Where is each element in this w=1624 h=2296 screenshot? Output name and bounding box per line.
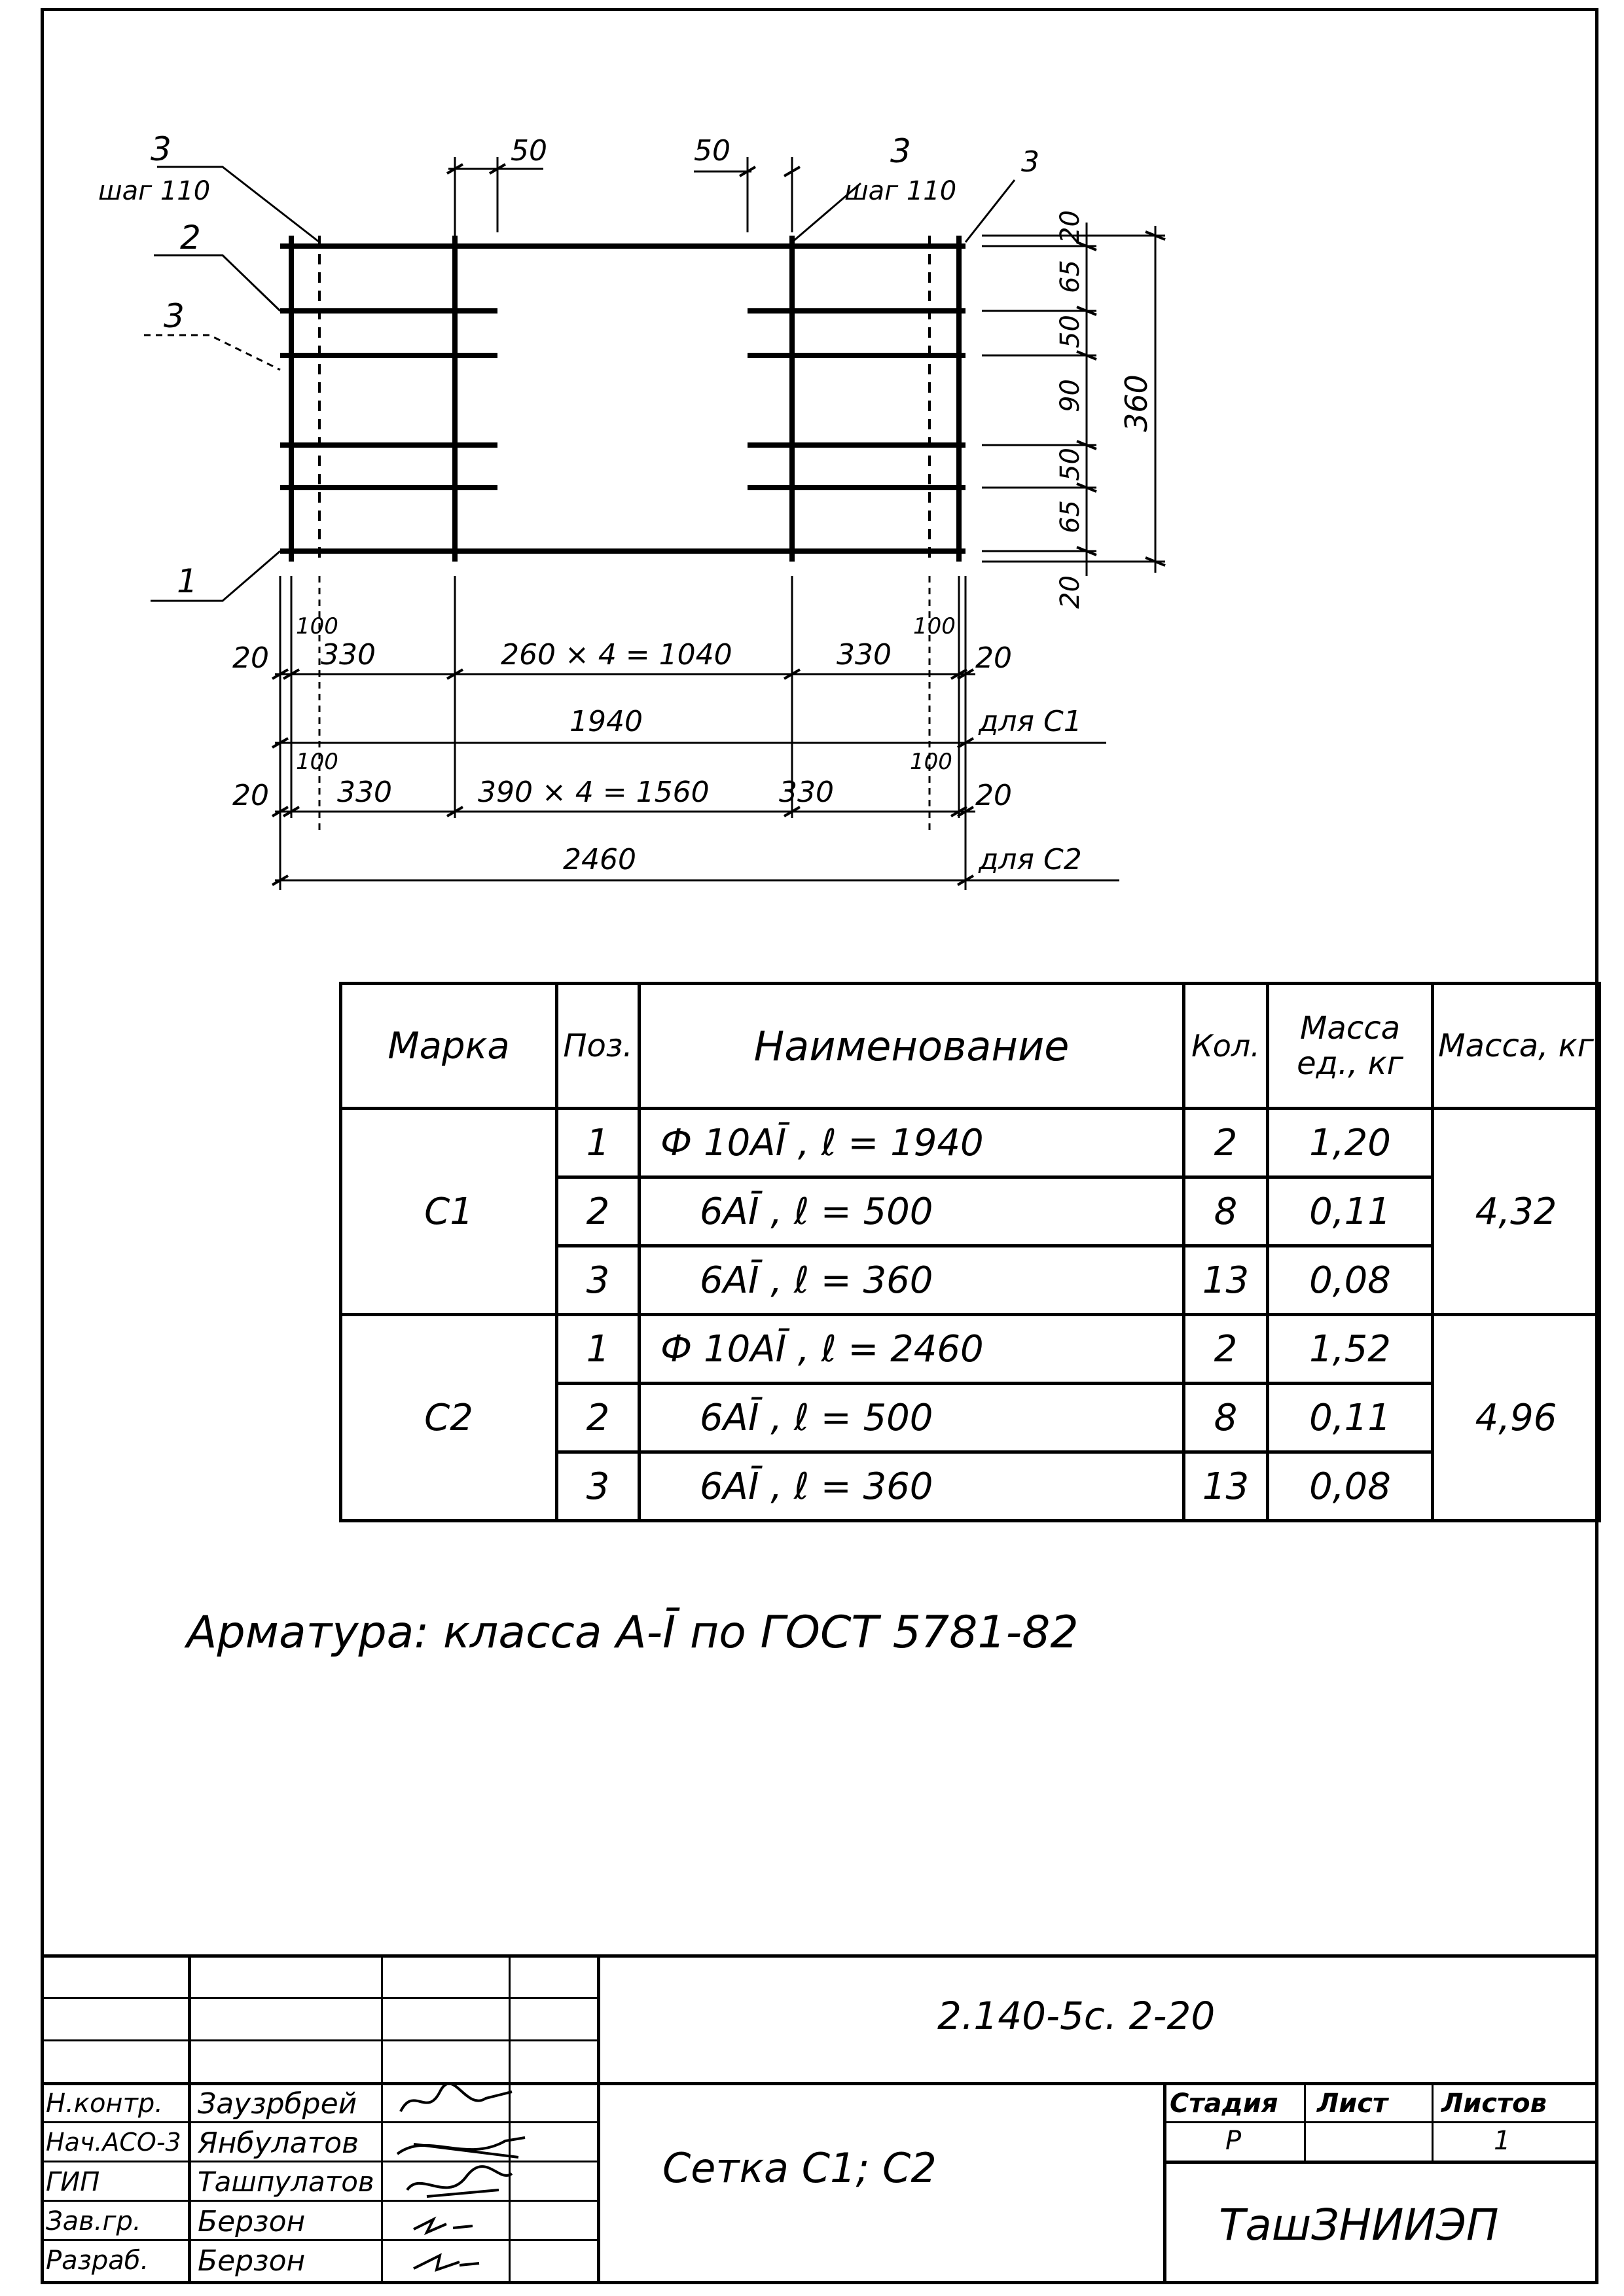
qty-cell: 2 xyxy=(1184,1315,1268,1384)
name-cell: Ф 10АĪ , ℓ = 2460 xyxy=(640,1315,1184,1384)
sheet-label: Лист xyxy=(1317,2089,1388,2119)
callout-step-right: шаг 110 xyxy=(844,176,957,206)
header-unit-mass: Масса ед., кг xyxy=(1268,984,1433,1109)
dimension-ticks xyxy=(272,164,1165,885)
name-1: Заузрбрей xyxy=(198,2087,357,2121)
stage-value: Р xyxy=(1225,2126,1242,2156)
mesh-geometry xyxy=(280,236,965,562)
c2-right: 20 xyxy=(975,779,1012,812)
qty-cell: 8 xyxy=(1184,1384,1268,1452)
drawing-labels xyxy=(98,130,1154,876)
name-5: Берзон xyxy=(198,2244,306,2278)
unit-mass-cell: 1,52 xyxy=(1268,1315,1433,1384)
qty-cell: 8 xyxy=(1184,1177,1268,1246)
signatures xyxy=(388,2079,584,2282)
c1-left-small: 100 xyxy=(296,613,338,639)
c2-left: 20 xyxy=(232,779,269,812)
sheets-label: Листов xyxy=(1441,2089,1547,2119)
callout-pos2: 2 xyxy=(180,219,201,257)
c2-label: для С2 xyxy=(979,843,1082,876)
callout-pos3-far-right: 3 xyxy=(1021,145,1039,179)
callout-step-left: шаг 110 xyxy=(98,176,211,206)
drawing-title: Сетка С1; С2 xyxy=(662,2144,937,2192)
header-mass: Масса, кг xyxy=(1433,984,1600,1109)
vdim-1: 65 xyxy=(1055,260,1085,293)
name-cell: Ф 10АĪ , ℓ = 1940 xyxy=(640,1109,1184,1177)
c1-right-small: 100 xyxy=(913,613,956,639)
name-cell: 6АĪ , ℓ = 360 xyxy=(640,1246,1184,1315)
header-qty: Кол. xyxy=(1184,984,1268,1109)
c2-first: 330 xyxy=(337,776,392,809)
table-row xyxy=(341,1109,1600,1177)
callout-pos1: 1 xyxy=(177,562,198,600)
title-block xyxy=(41,1954,1598,2284)
pos-cell: 1 xyxy=(557,1315,640,1384)
mark-cell: С2 xyxy=(341,1315,557,1521)
callout-pos3-right: 3 xyxy=(890,132,911,170)
name-2: Янбулатов xyxy=(198,2126,359,2160)
sheets-value: 1 xyxy=(1494,2126,1511,2156)
spec-header-row xyxy=(341,984,1600,1109)
mark-cell: С1 xyxy=(341,1109,557,1315)
vdim-4: 50 xyxy=(1055,448,1085,481)
leader-lines xyxy=(144,157,1015,601)
mass-cell: 4,32 xyxy=(1433,1109,1600,1315)
unit-mass-cell: 1,20 xyxy=(1268,1109,1433,1177)
c1-total: 1940 xyxy=(569,705,643,738)
pos-cell: 1 xyxy=(557,1109,640,1177)
vdim-5: 65 xyxy=(1055,500,1085,533)
pos-cell: 3 xyxy=(557,1246,640,1315)
unit-mass-cell: 0,11 xyxy=(1268,1384,1433,1452)
stage-label: Стадия xyxy=(1170,2089,1278,2119)
specification-table xyxy=(339,982,1601,1522)
header-mark: Марка xyxy=(341,984,557,1109)
vdim-6: 20 xyxy=(1055,575,1085,609)
name-cell: 6АĪ , ℓ = 500 xyxy=(640,1177,1184,1246)
c1-first: 330 xyxy=(321,638,376,672)
c1-left: 20 xyxy=(232,641,269,675)
mass-cell: 4,96 xyxy=(1433,1315,1600,1521)
pos-cell: 2 xyxy=(557,1384,640,1452)
c2-total: 2460 xyxy=(563,843,636,876)
dim-50-right: 50 xyxy=(694,134,731,168)
role-1: Н.контр. xyxy=(46,2089,163,2119)
c2-right-small: 100 xyxy=(910,749,952,775)
name-4: Берзон xyxy=(198,2205,306,2238)
mesh-drawing xyxy=(0,0,1624,916)
qty-cell: 13 xyxy=(1184,1246,1268,1315)
c2-last: 330 xyxy=(779,776,834,809)
c1-label: для С1 xyxy=(979,705,1082,738)
unit-mass-cell: 0,11 xyxy=(1268,1177,1433,1246)
role-5: Разраб. xyxy=(46,2246,149,2276)
qty-cell: 2 xyxy=(1184,1109,1268,1177)
header-pos: Поз. xyxy=(557,984,640,1109)
header-name: Наименование xyxy=(640,984,1184,1109)
name-3: Ташпулатов xyxy=(198,2166,374,2198)
c1-last: 330 xyxy=(837,638,892,672)
unit-mass-cell: 0,08 xyxy=(1268,1452,1433,1521)
name-cell: 6АĪ , ℓ = 500 xyxy=(640,1384,1184,1452)
pos-cell: 2 xyxy=(557,1177,640,1246)
vdim-3: 90 xyxy=(1055,379,1085,412)
dim-50-left: 50 xyxy=(511,134,547,168)
name-cell: 6АĪ , ℓ = 360 xyxy=(640,1452,1184,1521)
reinforcement-note: Арматура: класса А-Ī по ГОСТ 5781-82 xyxy=(187,1607,1079,1659)
document-code: 2.140-5с. 2-20 xyxy=(937,1994,1216,2038)
c2-middle: 390 × 4 = 1560 xyxy=(478,776,710,809)
c1-middle: 260 × 4 = 1040 xyxy=(501,638,732,672)
organization: ТашЗНИИЭП xyxy=(1219,2200,1499,2250)
c2-left-small: 100 xyxy=(296,749,338,775)
pos-cell: 3 xyxy=(557,1452,640,1521)
overall-height: 360 xyxy=(1119,374,1154,432)
callout-pos3-left: 3 xyxy=(151,130,171,168)
vdim-0: 20 xyxy=(1055,210,1085,243)
qty-cell: 13 xyxy=(1184,1452,1268,1521)
dimension-lines xyxy=(275,223,1165,890)
unit-mass-cell: 0,08 xyxy=(1268,1246,1433,1315)
role-2: Нач.АСО-3 xyxy=(46,2128,181,2157)
callout-pos3-mid: 3 xyxy=(164,297,185,335)
role-3: ГИП xyxy=(46,2167,100,2197)
table-row xyxy=(341,1315,1600,1384)
c1-right: 20 xyxy=(975,641,1012,675)
vdim-2: 50 xyxy=(1055,315,1085,348)
role-4: Зав.гр. xyxy=(46,2206,141,2236)
